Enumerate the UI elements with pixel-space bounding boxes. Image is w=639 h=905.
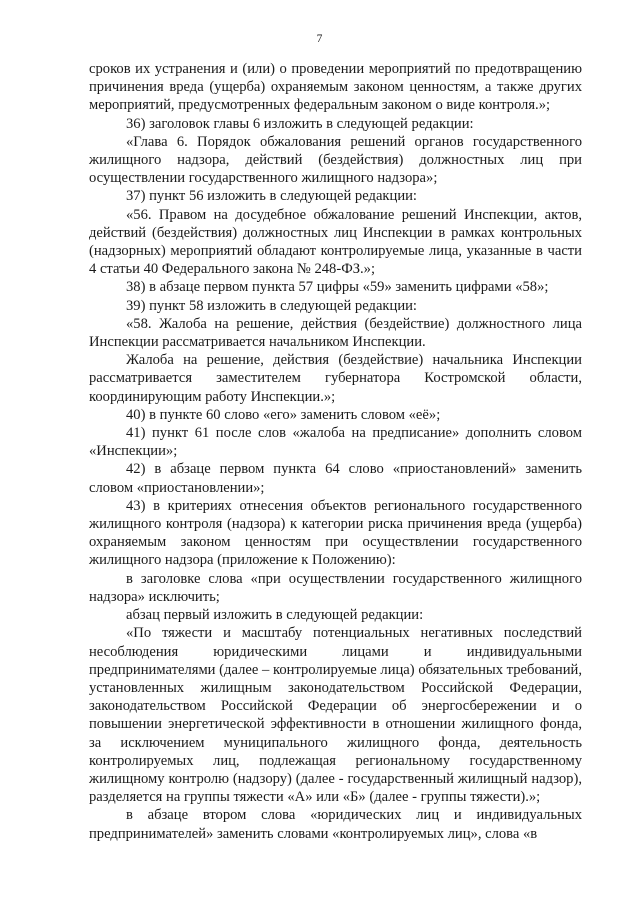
paragraph: в абзаце втором слова «юридических лиц и индивидуальных предпринимателей» заменить словами «контролируемых лиц», слова «в [89,807,582,842]
paragraph: 40) в пункте 60 слово «его» заменить словом «её»; [126,406,441,423]
document-body [89,60,582,843]
paragraph: «58. Жалоба на решение, действия (бездействие) должностного лица Инспекции рассматривается начальником Инспекции. [89,315,582,351]
paragraph: абзац первый изложить в следующей редакции: [126,607,424,624]
paragraph: «56. Правом на досудебное обжалование решений Инспекции, актов, действий (бездействия) должностных лиц Инспекции в рамках контрольных (надзорных) мероприятий обладают контролируемые лица, указанные в части 4 статьи 40 Федерального закона № 248-ФЗ.»; [89,206,582,278]
paragraph: 37) пункт 56 изложить в следующей редакции: [126,188,417,205]
paragraph: «Глава 6. Порядок обжалования решений органов государственного жилищного надзора, действий (бездействия) должностных лиц при осуществлении государственного жилищного надзора»; [89,133,582,187]
paragraph: «По тяжести и масштабу потенциальных негативных последствий несоблюдения юридическими лицами и индивидуальными предпринимателями (далее – контролируемые лица) обязательных требований, установленных жилищным законодательством Российской Федерации, законодательством Российской Федерации об энергосбережении и о повышении энергетической эффективности в отношении жилищного фонда, за исключением муниципального жилищного фонда, деятельность контролируемых лиц, подлежащая региональному государственному жилищному контролю (надзору) (далее - государственный жилищный надзор), разделяется на группы тяжести «А» или «Б» (далее - группы тяжести).»; [89,625,582,806]
paragraph: 41) пункт 61 после слов «жалоба на предписание» дополнить словом «Инспекции»; [89,425,582,460]
paragraph: Жалоба на решение, действия (бездействие) начальника Инспекции рассматривается заместителем губернатора Костромской области, координирующим работу Инспекции.»; [89,352,582,405]
paragraph: 42) в абзаце первом пункта 64 слово «приостановлений» заменить словом «приостановлении»; [89,461,582,496]
paragraph: 43) в критериях отнесения объектов регионального государственного жилищного контроля (надзора) к категории риска причинения вреда (ущерба) охраняемым законом ценностям при осуществлении государственного жилищного надзора (приложение к Положению): [89,497,582,569]
paragraph: сроков их устранения и (или) о проведении мероприятий по предотвращению причинения вреда (ущерба) охраняемым законом ценностям, а также других мероприятий, предусмотренных федеральным законом о виде контроля.»; [89,61,582,114]
paragraph: в заголовке слова «при осуществлении государственного жилищного надзора» исключить; [89,570,582,605]
paragraph: 38) в абзаце первом пункта 57 цифры «59» заменить цифрами «58»; [126,279,549,296]
paragraph: 39) пункт 58 изложить в следующей редакции: [126,297,417,314]
page-number: 7 [316,33,323,45]
paragraph: 36) заголовок главы 6 изложить в следующей редакции: [126,115,474,132]
